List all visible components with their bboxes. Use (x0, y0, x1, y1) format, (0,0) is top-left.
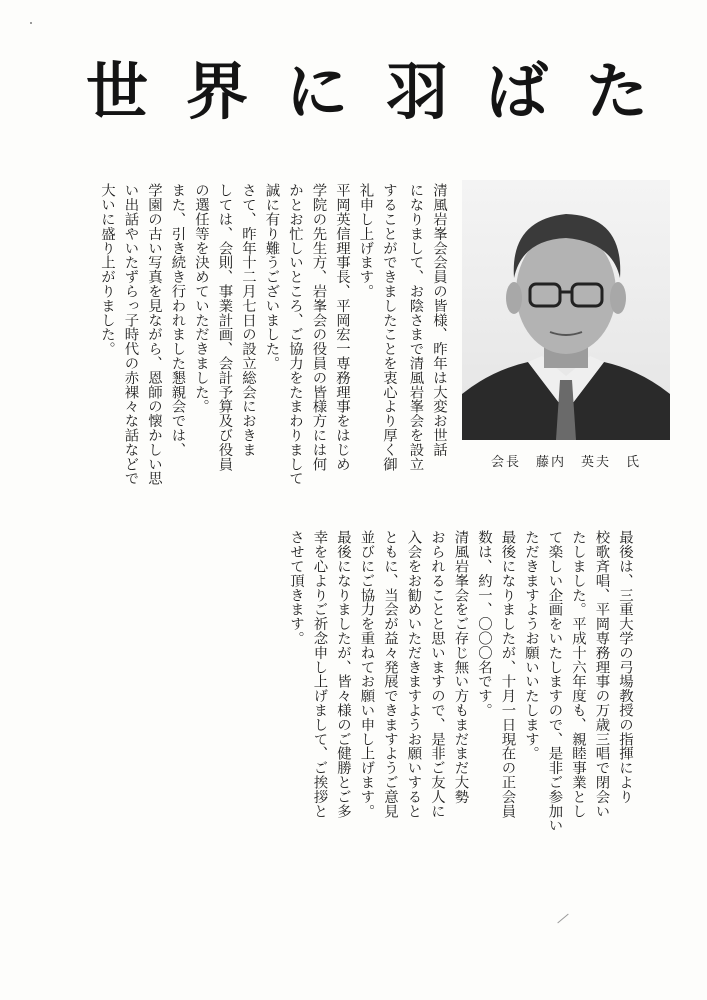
scan-speck (557, 914, 568, 924)
portrait-icon (462, 180, 670, 440)
scan-speck (30, 22, 32, 24)
photo-caption: 会長 藤内 英夫 氏 (490, 455, 641, 470)
text-column-a: 清風岩峯会会員の皆様、昨年は大変お世話 になりまして、お陰さまで清風岩峯会を設立 (407, 183, 447, 471)
article-title: 世界に羽ばた (86, 55, 687, 128)
chairman-portrait-photo (462, 180, 670, 440)
text-column-b: することができましたことを衷心より厚く御 礼申し上げます。 平岡英信理事長、平岡宏一専務理事をはじめ 学院の先生方、岩峯会の役員の皆様方には何 かとお忙しいところ、ご協力をたまわりまして 誠に有り難うございました。 さて、昨年十二月七日の設立総会におきま しては、会則、事業計画、会計予算及び役員 の選任等を決めていただきました。 また、引き続き行われました懇親会では、 学園の古い写真を見ながら、恩師の懐かしい思 い出話やいたずらっ子時代の赤裸々な話などで 大いに盛り上がりました。 (99, 183, 397, 486)
text-column-c: 最後は、三重大学の弓場教授の指揮により 校歌斉唱、平岡専務理事の万歳三唱で閉会い たしました。平成十六年度も、親睦事業とし て楽しい企画をいたしますので、是非ご参加い ただきますようお願いいたします。 最後になりましたが、十月一日現在の正会員 数は、約一、〇〇〇名です。 清風岩峯会をご存じ無い方もまだまだ大勢 おられることと思いますので、是非ご友人に 入会をお勧めいただきますようお願いすると ともに、当会が益々発展できますようご意見 並びにご協力を重ねてお願い申し上げます。 最後になりましたが、皆々様のご健勝とご多 幸を心よりご祈念申し上げまして、ご挨拶と させて頂きます。 (288, 530, 633, 833)
